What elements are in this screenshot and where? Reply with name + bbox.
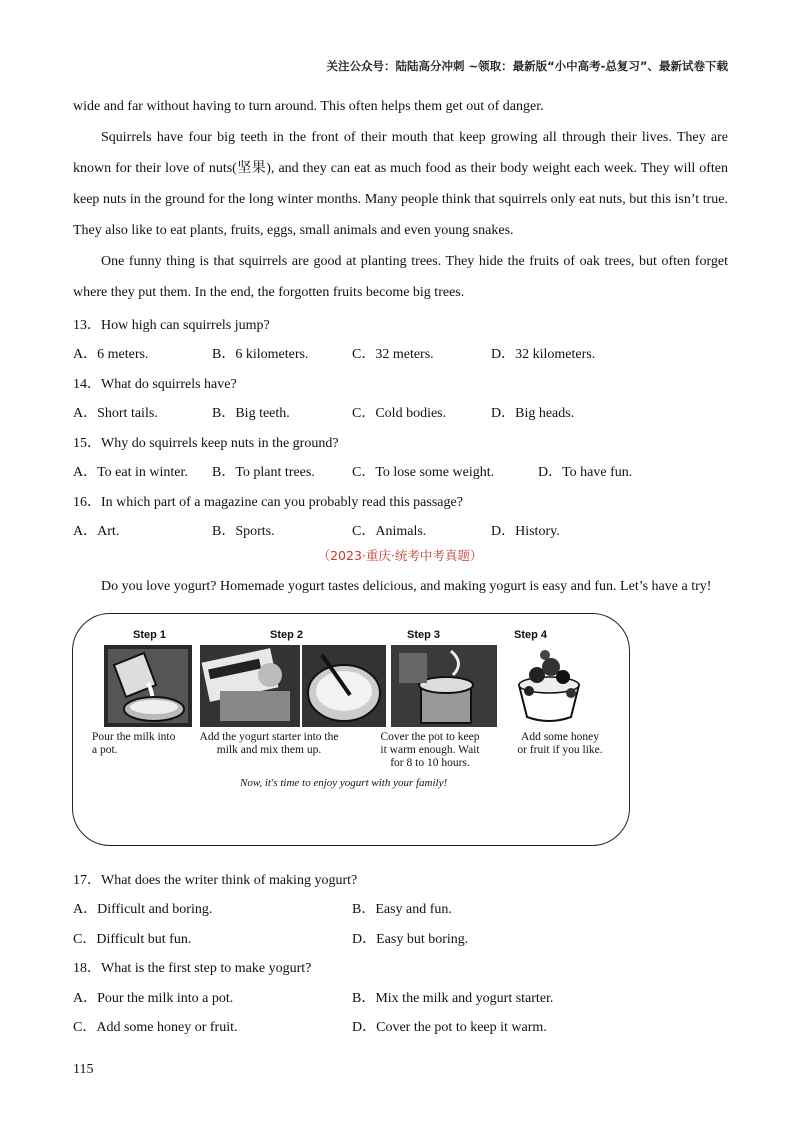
option-15d: D．To have fun. (538, 465, 633, 480)
question-18: 18．What is the first step to make yogurt? (73, 961, 312, 976)
passage-line: wide and far without having to turn around. This often helps them get out of danger. (73, 99, 544, 114)
step-4-caption: Add some honey or fruit if you like. (517, 731, 603, 756)
option-17b: B．Easy and fun. (352, 902, 452, 917)
option-15b: B．To plant trees. (212, 465, 315, 480)
option-13b: B．6 kilometers. (212, 347, 309, 362)
option-13d: D．32 kilometers. (491, 347, 596, 362)
option-14a: A．Short tails. (73, 406, 158, 421)
step-1-title: Step 1 (133, 629, 167, 641)
covered-pot-photo (391, 645, 497, 727)
option-13a: A．6 meters. (73, 347, 149, 362)
question-14: 14．What do squirrels have? (73, 377, 237, 392)
option-14d: D．Big heads. (491, 406, 575, 421)
option-18b: B．Mix the milk and yogurt starter. (352, 991, 554, 1006)
option-16d: D．History. (491, 524, 560, 539)
yogurt-intro: Do you love yogurt? Homemade yogurt tastes delicious, and making yogurt is easy and fun. Let’s have a try! (101, 579, 712, 594)
question-15: 15．Why do squirrels keep nuts in the ground? (73, 436, 339, 451)
step-4-title: Step 4 (514, 629, 548, 641)
option-15a: A．To eat in winter. (73, 465, 188, 480)
page-number: 115 (73, 1062, 94, 1077)
question-17: 17．What does the writer think of making yogurt? (73, 873, 358, 888)
yogurt-starter-photo (200, 645, 300, 727)
step-2-caption: Add the yogurt starter into the milk and mix them up. (199, 731, 339, 756)
step-3-caption: Cover the pot to keep it warm enough. Wait for 8 to 10 hours. (380, 731, 480, 769)
source-label: （2023·重庆·统考中考真题） (317, 548, 483, 563)
option-16b: B．Sports. (212, 524, 275, 539)
page-header: 关注公众号：陆陆高分冲刺 ~领取：最新版“小中高考-总复习”、最新试卷下载 (326, 59, 728, 73)
mixing-photo (302, 645, 386, 727)
enjoy-yogurt-note: Now, it's time to enjoy yogurt with your family! (240, 777, 448, 789)
step-1-caption: Pour the milk into a pot. (92, 731, 176, 756)
option-17a: A．Difficult and boring. (73, 902, 213, 917)
question-16: 16．In which part of a magazine can you probably read this passage? (73, 495, 463, 510)
question-13: 13．How high can squirrels jump? (73, 318, 270, 333)
option-14c: C．Cold bodies. (352, 406, 447, 421)
option-16a: A．Art. (73, 524, 120, 539)
option-15c: C．To lose some weight. (352, 465, 495, 480)
option-13c: C．32 meters. (352, 347, 434, 362)
step-2-title: Step 2 (270, 629, 304, 641)
option-18d: D．Cover the pot to keep it warm. (352, 1020, 547, 1035)
option-14b: B．Big teeth. (212, 406, 290, 421)
passage-paragraph-trees: One funny thing is that squirrels are good at planting trees. They hide the fruits of oak trees, but often forget where they put them. In the end, the forgotten fruits become big trees. (73, 254, 728, 300)
option-18c: C．Add some honey or fruit. (73, 1020, 238, 1035)
option-18a: A．Pour the milk into a pot. (73, 991, 234, 1006)
step-3-title: Step 3 (407, 629, 441, 641)
option-17d: D．Easy but boring. (352, 932, 469, 947)
option-17c: C．Difficult but fun. (73, 932, 192, 947)
option-16c: C．Animals. (352, 524, 427, 539)
pour-milk-photo (104, 645, 192, 727)
passage-paragraph-teeth: Squirrels have four big teeth in the front of their mouth that keep growing all through their lives. They are known for their love of nuts(坚果), and they can eat as much food as their body weight each week. They will often keep nuts in the ground for the long winter months. Many people think that squirrels only eat nuts, but this isn’t true. They also like to eat plants, fruits, eggs, small animals and even young snakes. (73, 130, 728, 238)
yogurt-fruit-photo (511, 645, 587, 727)
